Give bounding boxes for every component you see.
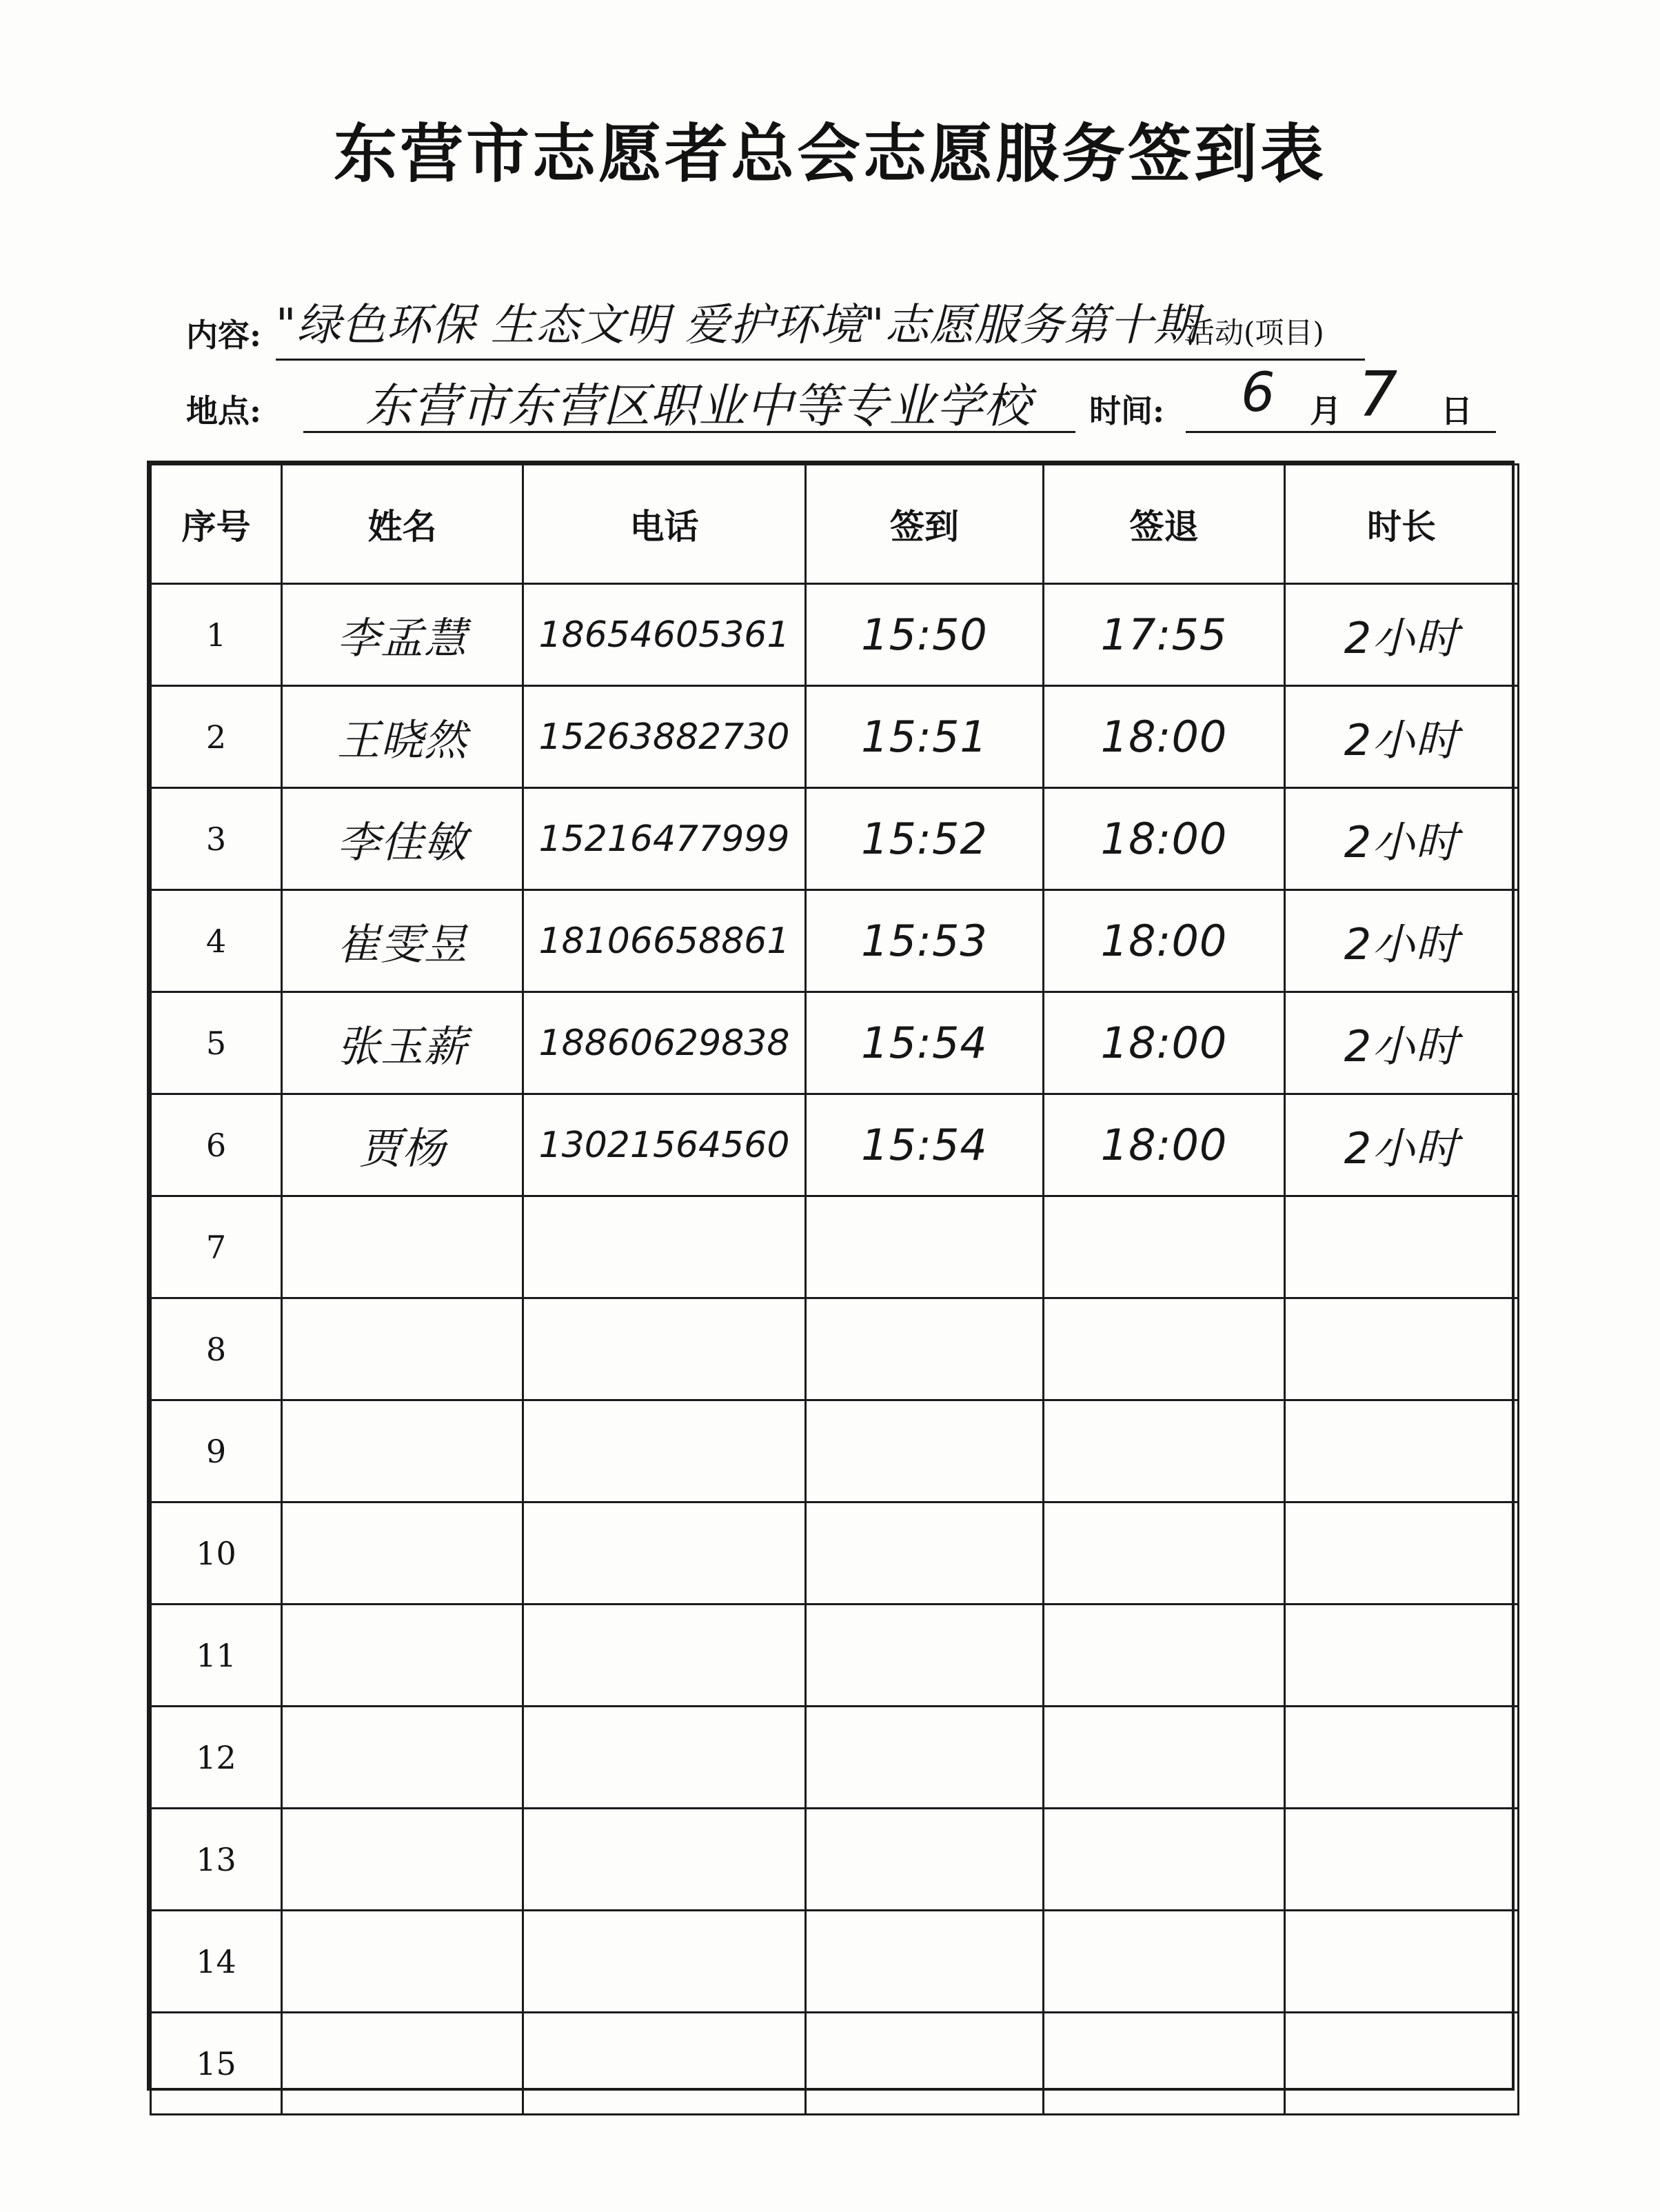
page-title: 东营市志愿者总会志愿服务签到表 (333, 117, 1326, 191)
content-value[interactable]: "绿色环保 生态文明 爱护环境"志愿服务第十期 (276, 300, 1199, 351)
service-duration-cell[interactable] (1285, 2013, 1519, 2115)
table-row (151, 992, 1519, 1094)
location-label: 地点: (186, 392, 261, 430)
table-header-row (151, 465, 1519, 584)
volunteer-name-cell[interactable] (282, 1094, 523, 1196)
phone-number-cell[interactable] (523, 890, 806, 992)
column-header-name: 姓名 (282, 465, 523, 584)
month-label: 月 (1310, 392, 1342, 430)
row-number-cell: 10 (151, 1502, 282, 1605)
phone-number-cell[interactable] (523, 1911, 806, 2013)
service-duration: 2小时 (1344, 715, 1459, 765)
phone-number: 15263882730 (538, 716, 790, 758)
phone-number-cell[interactable] (523, 1605, 806, 1707)
service-duration-cell[interactable] (1285, 1605, 1519, 1707)
table-row (151, 1911, 1519, 2013)
row-number-cell: 11 (151, 1605, 282, 1707)
row-number-cell: 12 (151, 1707, 282, 1809)
time-label: 时间: (1089, 392, 1164, 430)
sign-in-time-cell[interactable] (806, 584, 1044, 686)
sign-out-time-cell[interactable] (1044, 1911, 1285, 2013)
signin-table (147, 461, 1515, 2091)
sign-out-time-cell[interactable] (1044, 992, 1285, 1094)
row-number-cell: 4 (151, 890, 282, 992)
volunteer-name-cell[interactable] (282, 1400, 523, 1502)
sign-out-time-cell[interactable] (1044, 1707, 1285, 1809)
sign-in-time-cell[interactable] (806, 1298, 1044, 1400)
sign-in-time-cell[interactable] (806, 1094, 1044, 1196)
roster-table (150, 463, 1519, 2115)
service-duration-cell[interactable] (1285, 1707, 1519, 1809)
sign-in-time: 15:50 (861, 610, 988, 660)
sign-in-time: 15:52 (861, 814, 988, 864)
row-number-cell: 8 (151, 1298, 282, 1400)
row-number-cell: 9 (151, 1400, 282, 1502)
service-duration-cell[interactable] (1285, 1911, 1519, 2013)
table-row (151, 2013, 1519, 2115)
table-row (151, 788, 1519, 890)
phone-number-cell[interactable] (523, 584, 806, 686)
sign-out-time-cell[interactable] (1044, 686, 1285, 788)
volunteer-name-cell[interactable] (282, 992, 523, 1094)
service-duration-cell[interactable] (1285, 992, 1519, 1094)
phone-number-cell[interactable] (523, 1196, 806, 1298)
table-row (151, 1298, 1519, 1400)
sign-out-time-cell[interactable] (1044, 890, 1285, 992)
sign-in-time-cell[interactable] (806, 2013, 1044, 2115)
phone-number-cell[interactable] (523, 992, 806, 1094)
volunteer-name-cell[interactable] (282, 1809, 523, 1911)
column-header-duration: 时长 (1285, 465, 1519, 584)
sign-in-time-cell[interactable] (806, 686, 1044, 788)
sign-in-time: 15:53 (861, 916, 988, 966)
service-duration: 2小时 (1344, 1021, 1459, 1072)
service-duration-cell[interactable] (1285, 788, 1519, 890)
volunteer-name-cell[interactable] (282, 1298, 523, 1400)
table-row (151, 1400, 1519, 1502)
content-suffix: 活动(项目) (1186, 316, 1324, 350)
sign-out-time-cell[interactable] (1044, 1502, 1285, 1605)
volunteer-name-cell[interactable] (282, 1707, 523, 1809)
volunteer-name: 李孟慧 (336, 613, 467, 663)
row-number-cell: 2 (151, 686, 282, 788)
sign-in-time-cell[interactable] (806, 1400, 1044, 1502)
volunteer-name-cell[interactable] (282, 1605, 523, 1707)
table-row (151, 584, 1519, 686)
phone-number-cell[interactable] (523, 1809, 806, 1911)
phone-number-cell[interactable] (523, 1502, 806, 1605)
sign-out-time-cell[interactable] (1044, 584, 1285, 686)
location-row (186, 359, 1496, 448)
table-row (151, 686, 1519, 788)
table-row (151, 1809, 1519, 1911)
sign-in-time-cell[interactable] (806, 1502, 1044, 1605)
content-underline (276, 359, 1365, 361)
phone-number-cell[interactable] (523, 1400, 806, 1502)
column-header-phone: 电话 (523, 465, 806, 584)
sign-out-time-cell[interactable] (1044, 1196, 1285, 1298)
sign-out-time: 18:00 (1100, 814, 1228, 864)
service-duration-cell[interactable] (1285, 1400, 1519, 1502)
phone-number: 18654605361 (538, 614, 790, 656)
phone-number-cell[interactable] (523, 1707, 806, 1809)
row-number-cell: 6 (151, 1094, 282, 1196)
volunteer-name-cell[interactable] (282, 686, 523, 788)
service-duration-cell[interactable] (1285, 1809, 1519, 1911)
row-number-cell: 13 (151, 1809, 282, 1911)
column-header-sign-in: 签到 (806, 465, 1044, 584)
service-duration: 2小时 (1344, 613, 1459, 663)
volunteer-name-cell[interactable] (282, 1196, 523, 1298)
sign-in-time-cell[interactable] (806, 1196, 1044, 1298)
sign-out-time: 18:00 (1100, 1120, 1228, 1170)
volunteer-name-cell[interactable] (282, 890, 523, 992)
phone-number-cell[interactable] (523, 686, 806, 788)
service-duration: 2小时 (1344, 817, 1459, 867)
service-duration-cell[interactable] (1285, 1298, 1519, 1400)
volunteer-name-cell[interactable] (282, 2013, 523, 2115)
volunteer-name: 贾杨 (358, 1123, 446, 1174)
sign-in-time-cell[interactable] (806, 1809, 1044, 1911)
sign-in-time: 15:54 (861, 1018, 988, 1068)
sign-out-time-cell[interactable] (1044, 1400, 1285, 1502)
volunteer-name: 张玉薪 (336, 1021, 467, 1072)
sign-out-time: 18:00 (1100, 1018, 1228, 1068)
column-header-sign-out: 签退 (1044, 465, 1285, 584)
sign-out-time-cell[interactable] (1044, 1298, 1285, 1400)
sign-out-time: 18:00 (1100, 712, 1228, 762)
service-duration-cell[interactable] (1285, 1502, 1519, 1605)
month-value[interactable]: 6 (1241, 362, 1276, 424)
volunteer-name: 李佳敏 (336, 817, 467, 867)
sign-out-time: 17:55 (1100, 610, 1228, 660)
table-row (151, 890, 1519, 992)
column-header-number: 序号 (151, 465, 282, 584)
row-number-cell: 15 (151, 2013, 282, 2115)
day-label: 日 (1441, 392, 1472, 430)
volunteer-name-cell[interactable] (282, 1502, 523, 1605)
phone-number-cell[interactable] (523, 2013, 806, 2115)
sign-out-time-cell[interactable] (1044, 1809, 1285, 1911)
sign-in-time-cell[interactable] (806, 890, 1044, 992)
volunteer-name-cell[interactable] (282, 584, 523, 686)
table-row (151, 1094, 1519, 1196)
sign-in-time: 15:51 (861, 712, 988, 762)
sign-in-time: 15:54 (861, 1120, 988, 1170)
table-row (151, 1707, 1519, 1809)
service-duration-cell[interactable] (1285, 1196, 1519, 1298)
content-row (186, 290, 1496, 365)
row-number-cell: 1 (151, 584, 282, 686)
phone-number-cell[interactable] (523, 1298, 806, 1400)
service-duration: 2小时 (1344, 1123, 1459, 1174)
phone-number: 13021564560 (538, 1124, 790, 1166)
location-value[interactable]: 东营市东营区职业中等专业学校 (365, 379, 1032, 434)
row-number-cell: 7 (151, 1196, 282, 1298)
volunteer-name: 崔雯昱 (336, 919, 467, 969)
sign-out-time-cell[interactable] (1044, 1605, 1285, 1707)
volunteer-name-cell[interactable] (282, 1911, 523, 2013)
row-number-cell: 3 (151, 788, 282, 890)
service-duration-cell[interactable] (1285, 584, 1519, 686)
phone-number: 18860629838 (538, 1022, 790, 1064)
volunteer-name-cell[interactable] (282, 788, 523, 890)
phone-number-cell[interactable] (523, 788, 806, 890)
phone-number: 15216477999 (538, 818, 790, 860)
sign-out-time-cell[interactable] (1044, 788, 1285, 890)
sign-in-time-cell[interactable] (806, 1605, 1044, 1707)
table-row (151, 1605, 1519, 1707)
service-duration: 2小时 (1344, 919, 1459, 969)
table-row (151, 1502, 1519, 1605)
table-row (151, 1196, 1519, 1298)
service-duration-cell[interactable] (1285, 890, 1519, 992)
service-duration-cell[interactable] (1285, 686, 1519, 788)
sign-in-time-cell[interactable] (806, 1707, 1044, 1809)
sign-out-time-cell[interactable] (1044, 1094, 1285, 1196)
sign-in-time-cell[interactable] (806, 788, 1044, 890)
location-underline (303, 431, 1075, 433)
sign-out-time: 18:00 (1100, 916, 1228, 966)
phone-number: 18106658861 (538, 920, 790, 962)
content-label: 内容: (186, 316, 261, 354)
sign-in-time-cell[interactable] (806, 992, 1044, 1094)
sign-in-time-cell[interactable] (806, 1911, 1044, 2013)
phone-number-cell[interactable] (523, 1094, 806, 1196)
volunteer-name: 王晓然 (336, 715, 467, 765)
service-duration-cell[interactable] (1285, 1094, 1519, 1196)
row-number-cell: 5 (151, 992, 282, 1094)
sign-out-time-cell[interactable] (1044, 2013, 1285, 2115)
day-value[interactable]: 7 (1358, 359, 1399, 431)
row-number-cell: 14 (151, 1911, 282, 2013)
